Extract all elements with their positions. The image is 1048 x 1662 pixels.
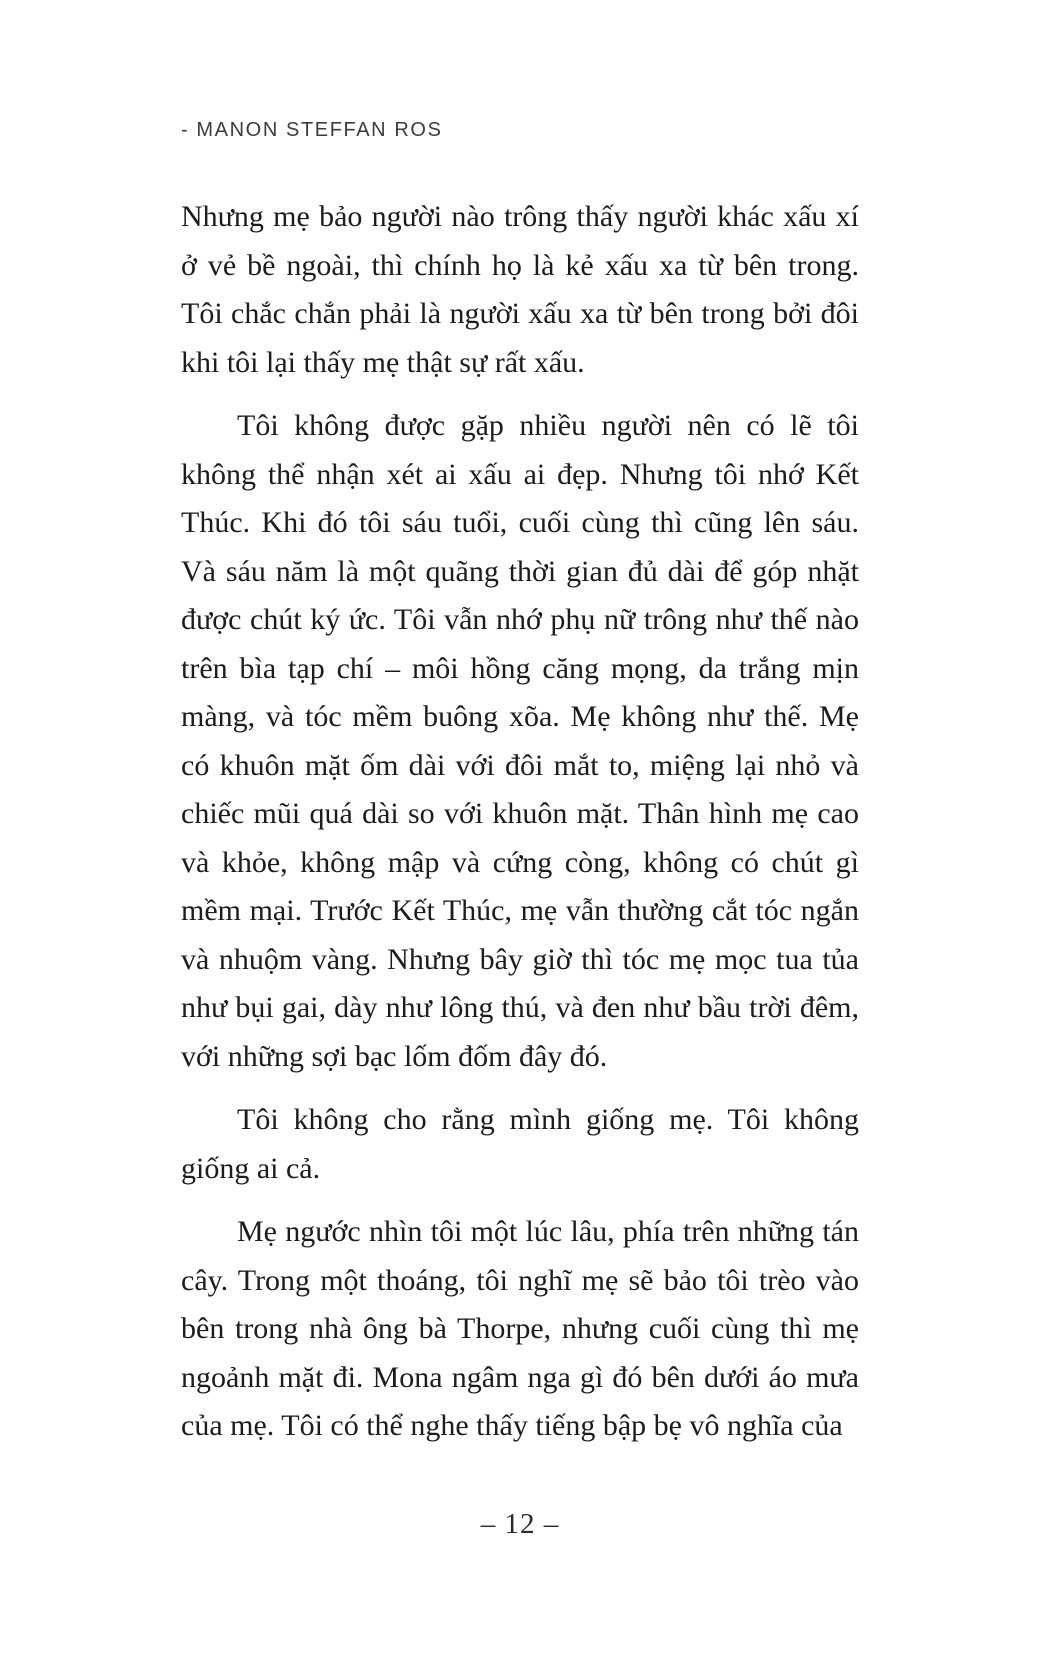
paragraph: Nhưng mẹ bảo người nào trông thấy người khác xấu xí ở vẻ bề ngoài, thì chính họ là kẻ xấu xa từ bên trong. Tôi chắc chắn phải là người xấu xa từ bên trong bởi đôi khi tôi lại thấy mẹ thật sự rất xấu.: [181, 200, 859, 379]
body-text-block: [181, 193, 859, 1466]
paragraph: Mẹ ngước nhìn tôi một lúc lâu, phía trên những tán cây. Trong một thoáng, tôi nghĩ mẹ sẽ bảo tôi trèo vào bên trong nhà ông bà Thorpe, nhưng cuối cùng thì mẹ ngoảnh mặt đi. Mona ngâm nga gì đó bên dưới áo mưa của mẹ. Tôi có thể nghe thấy tiếng bập bẹ vô nghĩa của: [181, 1215, 859, 1442]
page-number: – 12 –: [480, 1508, 560, 1540]
paragraph: Tôi không cho rằng mình giống mẹ. Tôi không giống ai cả.: [181, 1103, 859, 1185]
running-header: - MANON STEFFAN ROS: [181, 119, 443, 141]
paragraph: Tôi không được gặp nhiều người nên có lẽ tôi không thể nhận xét ai xấu ai đẹp. Nhưng tôi nhớ Kết Thúc. Khi đó tôi sáu tuổi, cuối cùng thì cũng lên sáu. Và sáu năm là một quãng thời gian đủ dài để góp nhặt được chút ký ức. Tôi vẫn nhớ phụ nữ trông như thế nào trên bìa tạp chí – môi hồng căng mọng, da trắng mịn màng, và tóc mềm buông xõa. Mẹ không như thế. Mẹ có khuôn mặt ốm dài với đôi mắt to, miệng lại nhỏ và chiếc mũi quá dài so với khuôn mặt. Thân hình mẹ cao và khỏe, không mập và cứng còng, không có chút gì mềm mại. Trước Kết Thúc, mẹ vẫn thường cắt tóc ngắn và nhuộm vàng. Nhưng bây giờ thì tóc mẹ mọc tua tủa như bụi gai, dày như lông thú, và đen như bầu trời đêm, với những sợi bạc lốm đốm đây đó.: [181, 409, 859, 1073]
